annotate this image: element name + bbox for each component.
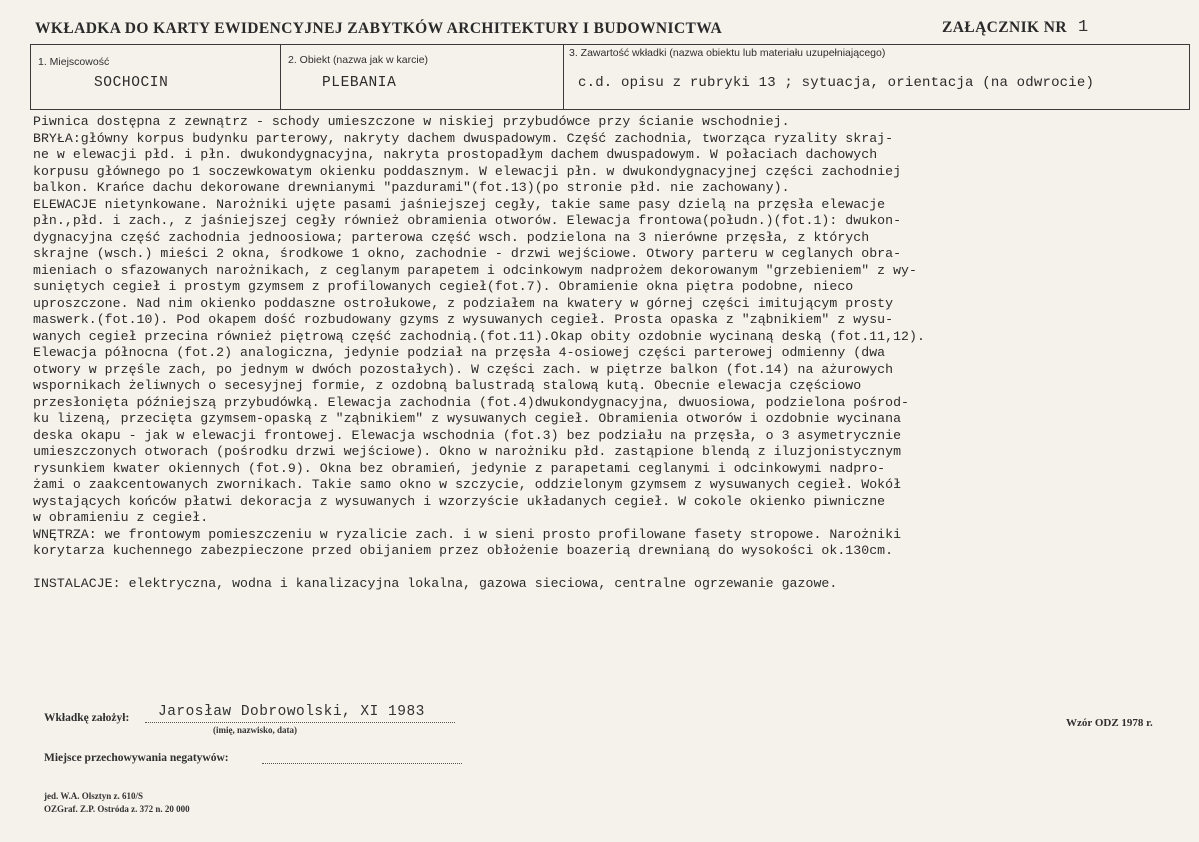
description-line: INSTALACJE: elektryczna, wodna i kanalizacyjna lokalna, gazowa sieciowa, centralne ogrzewanie gazowe. bbox=[33, 576, 838, 591]
table-divider-1 bbox=[280, 44, 281, 109]
locality-value: SOCHOCIN bbox=[94, 75, 169, 91]
inserted-by-label: Wkładkę założył: bbox=[44, 712, 130, 724]
object-value: PLEBANIA bbox=[322, 75, 397, 91]
description-line: deska okapu - jak w elewacji frontowej. Elewacja wschodnia (fot.3) bez podziału na przęsła, o 3 asymetrycznie bbox=[33, 427, 902, 443]
description-line: BRYŁA:główny korpus budynku parterowy, nakryty dachem dwuspadowym. Część zachodnia, tworząca ryzality skraj- bbox=[33, 130, 894, 146]
description-line: rysunkiem kwater okiennych (fot.9). Okna bez obramień, jedynie z parapetami ceglanymi i odcinkowymi nadpro- bbox=[33, 460, 886, 476]
description-text bbox=[33, 114, 1193, 593]
table-right-border bbox=[1189, 44, 1190, 109]
description-line: wspornikach żeliwnych o secesyjnej formie, z ozdobną balustradą stalową kutą. Obecnie elewacja częściowo bbox=[33, 378, 862, 393]
inserted-by-dotted-line bbox=[145, 722, 455, 723]
description-line: w obramieniu z cegieł. bbox=[33, 510, 209, 525]
negatives-label: Miejsce przechowywania negatywów: bbox=[44, 752, 229, 764]
description-line bbox=[33, 560, 1193, 577]
table-bottom-border bbox=[30, 109, 1190, 110]
description-line: Elewacja północna (fot.2) analogiczna, jedynie podział na przęsła 4-osiowej części parterowej odmienny (dwa bbox=[33, 345, 886, 360]
description-line: żami o zaakcentowanych zwornikach. Takie samo okno w szczycie, oddzielonym gzymsem z wysuwanych cegieł. Wokół bbox=[33, 477, 902, 492]
description-line: korytarza kuchennego zabezpieczone przed obijaniem przez obłożenie boazerią drewnianą do wysokości ok.130cm. bbox=[33, 543, 894, 558]
description-line: umieszczonych otworach (pośrodku drzwi wejściowe). Okno w narożniku płd. zastąpione blendą z iluzjonistycznym bbox=[33, 444, 902, 459]
description-line: Piwnica dostępna z zewnątrz - schody umieszczone w niskiej przybudówce przy ścianie wschodniej. bbox=[33, 114, 790, 129]
description-line: suniętych cegieł i prostym gzymsem z profilowanych cegieł(fot.7). Obramienie okna piętra podobne, nieco bbox=[33, 279, 854, 294]
description-line: wystających końców płatwi dekoracja z wysuwanych i wzorzyście układanych cegieł. W cokole okienko piwniczne bbox=[33, 493, 886, 509]
description-line: balkon. Krańce dachu dekorowane drewnianymi "pazdurami"(fot.13)(po stronie płd. nie zachowany). bbox=[33, 180, 790, 195]
description-line: uproszczone. Nad nim okienko poddaszne ostrołukowe, z podziałem na kwatery w górnej części imitującym prosty bbox=[33, 295, 894, 311]
description-line: WNĘTRZA: we frontowym pomieszczeniu w ryzalicie zach. i w sieni prosto profilowane fasety stropowe. Narożniki bbox=[33, 526, 902, 542]
description-line: ku lizeną, przecięta gzymsem-opaską z "ząbnikiem" z wysuwanych cegieł. Obramienia otworów i ozdobnie wycinana bbox=[33, 411, 902, 426]
annex-number: 1 bbox=[1078, 18, 1089, 37]
locality-label: 1. Miejscowość bbox=[38, 56, 110, 68]
object-label: 2. Obiekt (nazwa jak w karcie) bbox=[288, 54, 429, 66]
print-info-line-2: OZGraf. Z.P. Ostróda z. 372 n. 20 000 bbox=[44, 804, 190, 814]
template-label: Wzór ODZ 1978 r. bbox=[1066, 717, 1153, 729]
table-divider-2 bbox=[563, 44, 564, 109]
description-line: maswerk.(fot.10). Pod okapem dość rozbudowany gzyms z wysuwanych cegieł. Prosta opaska z "ząbnikiem" z wysu- bbox=[33, 312, 894, 327]
content-label: 3. Zawartość wkładki (nazwa obiektu lub materiału uzupełniającego) bbox=[569, 47, 886, 59]
negatives-dotted-line bbox=[262, 763, 462, 764]
inserted-by-value: Jarosław Dobrowolski, XI 1983 bbox=[158, 704, 425, 720]
description-line: korpusu głównego po 1 soczewkowatym okienku poddasznym. W elewacji płn. w dwukondygnacyjnej części zachodniej bbox=[33, 163, 902, 179]
card-title: WKŁADKA DO KARTY EWIDENCYJNEJ ZABYTKÓW ARCHITEKTURY I BUDOWNICTWA bbox=[35, 20, 723, 37]
description-line: płn.,płd. i zach., z jaśniejszej cegły również obramienia otworów. Elewacja frontowa(połudn.)(fot.1): dwukon- bbox=[33, 213, 902, 228]
description-line: ELEWACJE nietynkowane. Narożniki ujęte pasami jaśniejszej cegły, takie same pasy dzielą na przęsła elewacje bbox=[33, 196, 886, 212]
description-line: mieniach o sfazowanych narożnikach, z ceglanym parapetem i odcinkowym nadprożem dekorowanym "grzebieniem" z wy- bbox=[33, 262, 917, 278]
description-line: dygnacyjna część zachodnia jednoosiowa; parterowa część wsch. podzielona na 3 nierówne przęsła, z których bbox=[33, 229, 870, 245]
description-line: wanych cegieł przecina również piętrową część zachodnią.(fot.11).Okap obity ozdobnie wycinaną deską (fot.11,12). bbox=[33, 328, 925, 344]
description-line: przesłonięta późniejszą przybudówką. Elewacja zachodnia (fot.4)dwukondygnacyjna, dwuosiowa, podzielona pośrod- bbox=[33, 394, 910, 410]
print-info-line-1: jed. W.A. Olsztyn z. 610/S bbox=[44, 791, 144, 801]
content-value: c.d. opisu z rubryki 13 ; sytuacja, orientacja (na odwrocie) bbox=[578, 75, 1095, 91]
inserted-by-hint: (imię, nazwisko, data) bbox=[213, 725, 297, 735]
table-top-border bbox=[30, 44, 1190, 45]
table-left-border bbox=[30, 44, 31, 109]
description-line: ne w elewacji płd. i płn. dwukondygnacyjna, nakryta prostopadłym dachem dwuspadowym. W połaciach dachowych bbox=[33, 147, 878, 162]
annex-label: ZAŁĄCZNIK NR bbox=[942, 19, 1067, 36]
description-line: skrajne (wsch.) mieści 2 okna, środkowe 1 okno, zachodnie - drzwi wejściowe. Otwory parteru w ceglanych obra- bbox=[33, 246, 902, 261]
description-line: otwory w przęśle zach, po jednym w dwóch pozostałych). W części zach. w piętrze balkon (fot.14) na ażurowych bbox=[33, 361, 894, 377]
